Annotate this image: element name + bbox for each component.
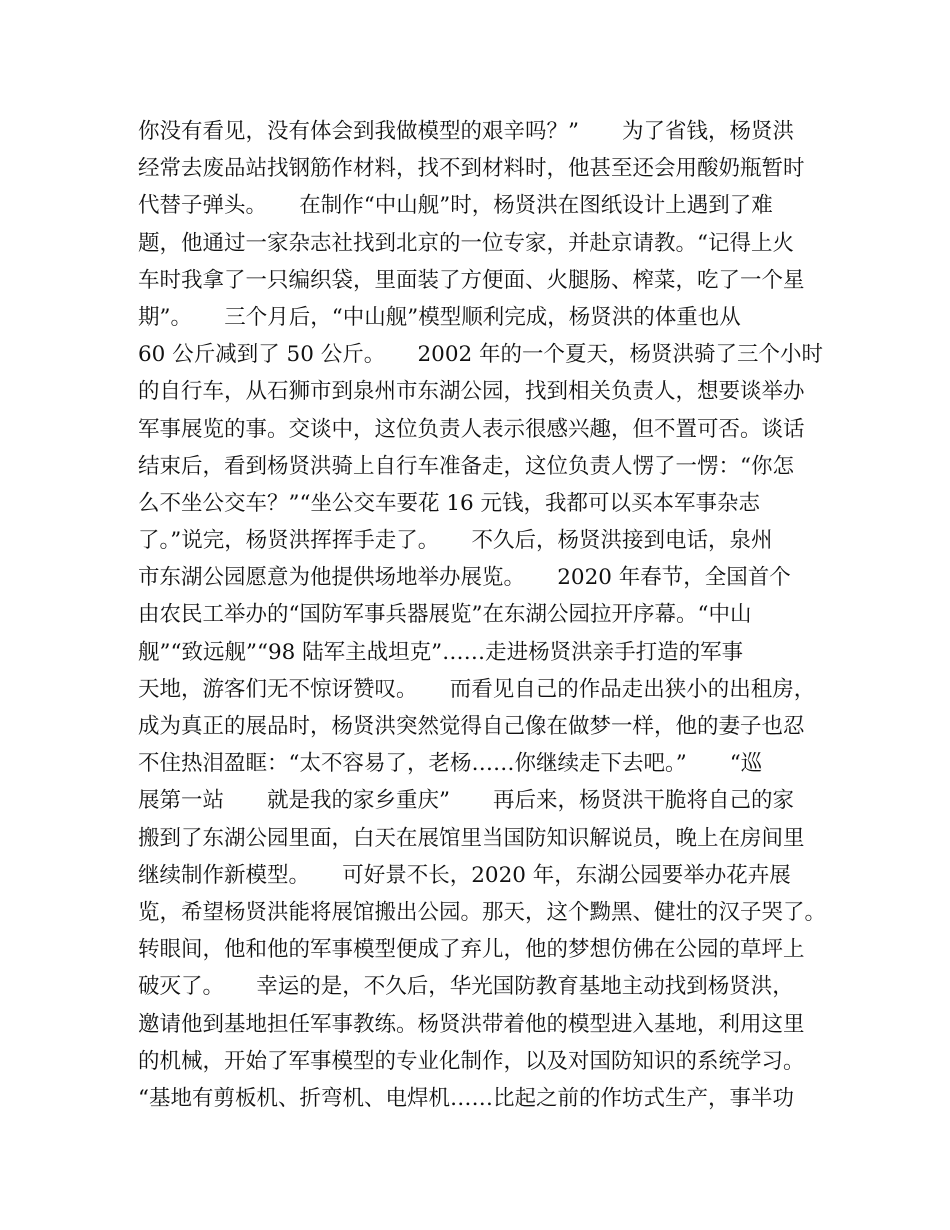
text-line: 继续制作新模型。 可好景不长，2020 年，东湖公园要举办花卉展 bbox=[138, 862, 791, 888]
text-line: 的自行车，从石狮市到泉州市东湖公园，找到相关负责人，想要谈举办 bbox=[138, 379, 805, 405]
text-line: “基地有剪板机、折弯机、电焊机……比起之前的作坊式生产，事半功 bbox=[138, 1085, 794, 1111]
text-line: 舰”“致远舰”“98 陆军主战坦克”……走进杨贤洪亲手打造的军事 bbox=[138, 639, 744, 665]
text-line: 展第一站 就是我的家乡重庆” 再后来，杨贤洪干脆将自己的家 bbox=[138, 788, 794, 814]
text-line: 的机械，开始了军事模型的专业化制作，以及对国防知识的系统学习。 bbox=[138, 1048, 805, 1074]
text-line: 天地，游客们无不惊讶赞叹。 而看见自己的作品走出狭小的出租房， bbox=[138, 676, 816, 702]
text-line: 市东湖公园愿意为他提供场地举办展览。 2020 年春节，全国首个 bbox=[138, 565, 791, 591]
text-line: 期”。 三个月后，“中山舰”模型顺利完成，杨贤洪的体重也从 bbox=[138, 304, 741, 330]
text-line: 你没有看见，没有体会到我做模型的艰辛吗？” 为了省钱，杨贤洪 bbox=[138, 119, 794, 144]
text-line: 经常去废品站找钢筋作材料，找不到材料时，他甚至还会用酸奶瓶暂时 bbox=[138, 156, 805, 182]
text-line: 览，希望杨贤洪能将展馆搬出公园。那天，这个黝黑、健壮的汉子哭了。 bbox=[138, 899, 827, 925]
text-line: 么不坐公交车？”“坐公交车要花 16 元钱，我都可以买本军事杂志 bbox=[138, 490, 761, 516]
text-line: 由农民工举办的“国防军事兵器展览”在东湖公园拉开序幕。“中山 bbox=[138, 602, 752, 628]
text-line: 60 公斤减到了 50 公斤。 2002 年的一个夏天，杨贤洪骑了三个小时 bbox=[138, 342, 824, 368]
text-line: 搬到了东湖公园里面，白天在展馆里当国防知识解说员，晚上在房间里 bbox=[138, 825, 805, 851]
text-line: 车时我拿了一只编织袋，里面装了方便面、火腿肠、榨菜，吃了一个星 bbox=[138, 267, 805, 293]
text-line: 转眼间，他和他的军事模型便成了弃儿，他的梦想仿佛在公园的草坪上 bbox=[138, 937, 805, 963]
text-line: 成为真正的展品时，杨贤洪突然觉得自己像在做梦一样，他的妻子也忍 bbox=[138, 714, 805, 739]
text-line: 结束后，看到杨贤洪骑上自行车准备走，这位负责人愣了一愣：“你怎 bbox=[138, 453, 794, 479]
text-line: 破灭了。 幸运的是，不久后，华光国防教育基地主动找到杨贤洪， bbox=[138, 974, 794, 1000]
article-body bbox=[138, 113, 838, 1117]
text-line: 了。”说完，杨贤洪挥挥手走了。 不久后，杨贤洪接到电话，泉州 bbox=[138, 528, 773, 554]
text-line: 代替子弹头。 在制作“中山舰”时，杨贤洪在图纸设计上遇到了难 bbox=[138, 193, 773, 219]
text-line: 邀请他到基地担任军事教练。杨贤洪带着他的模型进入基地，利用这里 bbox=[138, 1011, 805, 1037]
text-line: 不住热泪盈眶：“太不容易了，老杨……你继续走下去吧。” “巡 bbox=[138, 751, 763, 777]
text-line: 题，他通过一家杂志社找到北京的一位专家，并赴京请教。“记得上火 bbox=[138, 230, 794, 256]
text-line: 军事展览的事。交谈中，这位负责人表示很感兴趣，但不置可否。谈话 bbox=[138, 416, 805, 442]
